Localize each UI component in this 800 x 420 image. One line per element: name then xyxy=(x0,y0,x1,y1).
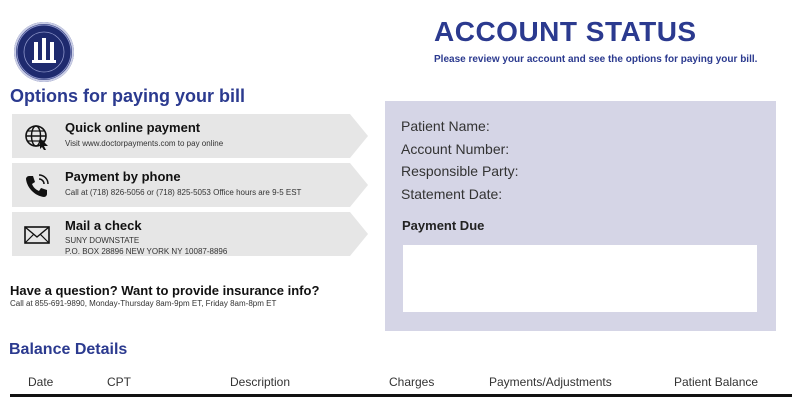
column-header-balance: Patient Balance xyxy=(674,375,759,389)
column-header-charges: Charges xyxy=(389,375,435,389)
option-detail: Call at (718) 826-5056 or (718) 825-5053 Office hours are 9-5 EST xyxy=(65,188,302,197)
seal-icon xyxy=(14,22,74,82)
question-title: Have a question? Want to provide insurance info? xyxy=(10,283,320,298)
statement-date-label: Statement Date: xyxy=(401,186,503,202)
question-detail: Call at 855-691-9890, Monday-Thursday 8am-9pm ET, Friday 8am-8pm ET xyxy=(10,299,277,308)
account-intro: Please review your account and see the options for paying your bill. xyxy=(434,54,758,65)
balance-details-title: Balance Details xyxy=(9,341,128,358)
option-title: Mail a check xyxy=(65,218,142,233)
option-card-online[interactable] xyxy=(12,114,368,158)
option-detail: SUNY DOWNSTATE xyxy=(65,236,140,245)
patient-name-label: Patient Name: xyxy=(401,118,490,134)
payment-due-label: Payment Due xyxy=(402,218,485,233)
column-header-payments: Payments/Adjustments xyxy=(489,375,612,389)
payment-due-box xyxy=(403,245,757,312)
globe-cursor-icon xyxy=(24,124,50,150)
responsible-party-label: Responsible Party: xyxy=(401,163,519,179)
account-number-label: Account Number: xyxy=(401,141,510,157)
institution-logo xyxy=(14,22,74,82)
envelope-icon xyxy=(24,222,50,248)
account-status-title: ACCOUNT STATUS xyxy=(434,16,697,47)
column-header-date: Date xyxy=(28,375,54,389)
phone-icon xyxy=(24,173,50,199)
table-header-rule xyxy=(10,394,792,397)
option-card-mail[interactable] xyxy=(12,212,368,256)
column-header-cpt: CPT xyxy=(107,375,131,389)
option-detail: Visit www.doctorpayments.com to pay online xyxy=(65,139,224,148)
option-card-phone[interactable] xyxy=(12,163,368,207)
column-header-description: Description xyxy=(230,375,291,389)
option-detail: P.O. BOX 28896 NEW YORK NY 10087-8896 xyxy=(65,247,228,256)
option-title: Payment by phone xyxy=(65,169,181,184)
option-title: Quick online payment xyxy=(65,120,201,135)
options-title: Options for paying your bill xyxy=(10,86,246,106)
